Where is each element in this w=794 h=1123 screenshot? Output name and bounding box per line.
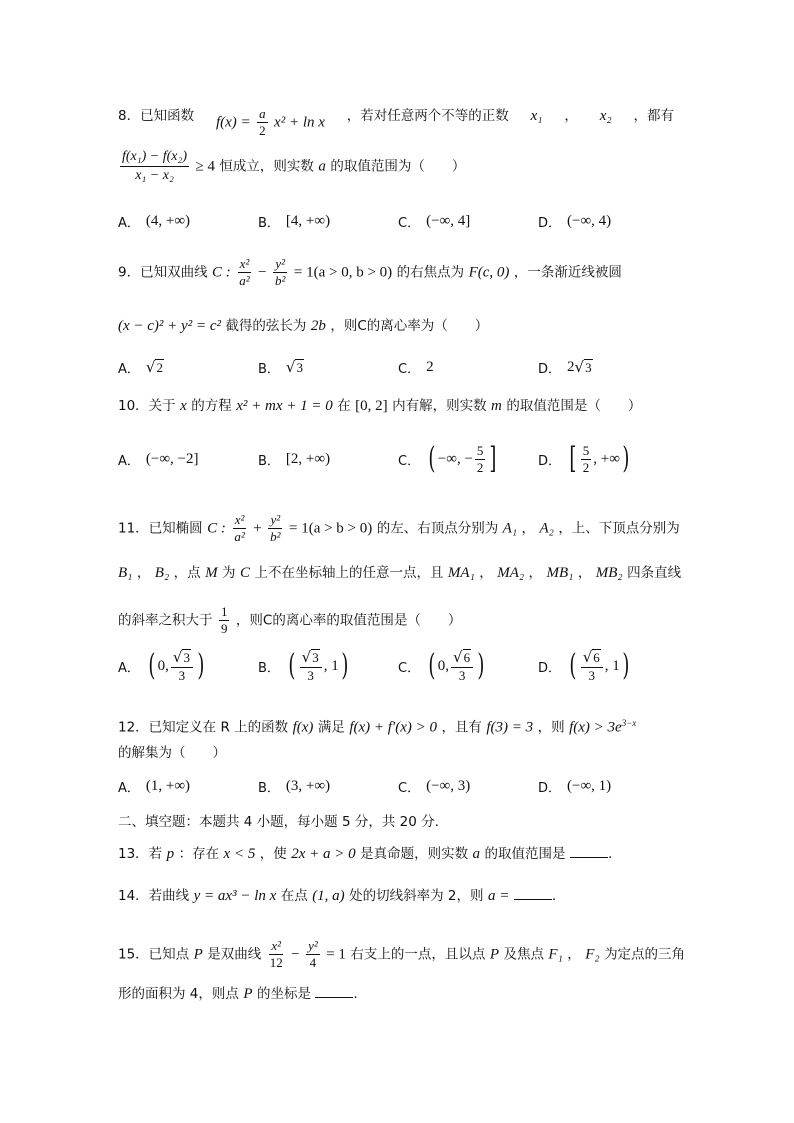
q12-option-b[interactable]: B． (3, +∞): [258, 777, 331, 796]
q11-frac-y: $\frac{\text{y²}}{\text{b²}}$: [270, 512, 281, 544]
q8-option-a[interactable]: A． (4, +∞): [118, 212, 191, 231]
q10-c-frac: $\frac{5}{2}$: [476, 442, 484, 475]
q10-d-frac: $\frac{5}{2}$: [582, 442, 590, 475]
q11-b-frac: √ 3 3: [300, 649, 322, 684]
q9-frac-y: $\frac{\text{y²}}{\text{b²}}$: [275, 256, 286, 288]
q14-answer-blank[interactable]: [514, 885, 552, 900]
right-paren-icon: ): [341, 648, 349, 683]
q15-line2: 形的面积为 4，则点 P 的坐标是 .: [118, 983, 358, 1004]
sqrt-icon: √ 3: [574, 358, 592, 376]
left-paren-icon: (: [148, 648, 156, 683]
q9-line2: (x − c)² + y² = c² 截得的弦长为 2b ，则C的离心率为（ ）: [118, 318, 489, 334]
q11-option-b[interactable]: B． ( √ 3 3 , 1 ): [258, 647, 349, 683]
sqrt-icon: √ 2: [145, 358, 163, 376]
q15-line1: 15．已知点 P 是双曲线 $\frac{\text{x²}}{12}$ − $\frac{\text{y²}}{4}$ = 1 右支上的一点，且以点 P 及焦点 F₁ ， F₂ 为定点的三角: [118, 938, 686, 970]
q12-option-d[interactable]: D． (−∞, 1): [538, 777, 612, 796]
right-paren-icon: ): [622, 648, 630, 683]
q10-option-b[interactable]: B． [2, +∞): [258, 450, 331, 469]
section-2-heading: 二、填空题：本题共 4 小题，每小题 5 分，共 20 分.: [118, 814, 439, 830]
left-bracket-icon: [: [569, 441, 577, 476]
right-paren-icon: ): [622, 441, 630, 476]
q11-d-frac: √ 6 3: [581, 649, 603, 684]
left-paren-icon: (: [428, 441, 436, 476]
q8-line2: $\frac{\text{f(x₁) − f(x₂)}}{\text{x₁ − x₂}}$ ≥ 4 恒成立，则实数 a 的取值范围为（ ）: [122, 149, 466, 183]
q12-option-a[interactable]: A． (1, +∞): [118, 777, 191, 796]
q9-option-d[interactable]: D． 2 √ 3: [538, 358, 592, 377]
q11-options: [118, 648, 674, 684]
sqrt-icon: √ 6: [582, 647, 600, 666]
q9-frac-x: $\frac{\text{x²}}{\text{a²}}$: [239, 256, 250, 288]
q10-option-d[interactable]: D． [ $\frac{5}{2}$ , +∞ ): [538, 441, 630, 476]
q10-option-c[interactable]: C． ( −∞, − $\frac{5}{2}$ ]: [398, 441, 497, 476]
q11-line1: 11．已知椭圆 C : $\frac{\text{x²}}{\text{a²}}$ + $\frac{\text{y²}}{\text{b²}}$ = 1(a > b > 0) 的左、右顶点分别为 A₁ ， A₂ ，上、下顶点分别为: [118, 512, 680, 544]
q8-fraction: $\frac{a}{2}$: [259, 106, 266, 138]
q13-answer-blank[interactable]: [570, 843, 608, 858]
q10-line1: 10．关于 x 的方程 x² + mx + 1 = 0 在 [0, 2] 内有解，则实数 m 的取值范围是（ ）: [118, 398, 642, 414]
right-paren-icon: ): [477, 648, 485, 683]
q11-option-d[interactable]: D． ( √ 6 3 , 1 ): [538, 647, 630, 683]
q11-line3: 的斜率之积大于 $\frac{1}{9}$ ，则C的离心率的取值范围是（ ）: [118, 604, 462, 636]
q9-option-a[interactable]: A． √ 2: [118, 358, 163, 377]
right-paren-icon: ): [197, 648, 205, 683]
q9-option-c[interactable]: C． 2: [398, 358, 434, 377]
right-bracket-icon: ]: [489, 441, 497, 476]
q13-line: 13．若 p ：存在 x < 5 ，使 2x + a > 0 是真命题，则实数 a 的取值范围是 .: [118, 843, 612, 864]
q12-line1: 12．已知定义在 R 上的函数 f(x) 满足 f(x) + f′(x) > 0 ，且有 f(3) = 3 ，则 $f(x) > 3e^{3-x}$: [118, 718, 637, 736]
q11-option-c[interactable]: C． ( 0, √ 6 3 ): [398, 647, 485, 683]
sqrt-icon: √ 3: [301, 647, 319, 666]
q8-function: f(x) = $\frac{a}{2}$ x² + ln x: [215, 106, 325, 138]
q8-lead: 8．已知函数: [118, 108, 195, 124]
sqrt-icon: √ 3: [285, 358, 303, 376]
q9-option-b[interactable]: B． √ 3: [258, 358, 303, 377]
q11-c-frac: √ 6 3: [451, 649, 473, 684]
left-paren-icon: (: [428, 648, 436, 683]
q10-options: [118, 441, 674, 477]
q12-options: [118, 775, 674, 797]
left-paren-icon: (: [288, 648, 296, 683]
q8-line1: 8．已知函数 f(x) = $\frac{a}{2}$ x² + ln x ，若对任意两个不等的正数 x₁ ， x₂ ，都有: [118, 106, 674, 138]
left-paren-icon: (: [569, 648, 577, 683]
q8-option-d[interactable]: D． (−∞, 4): [538, 212, 612, 231]
q8-option-c[interactable]: C． (−∞, 4]: [398, 212, 471, 231]
sqrt-icon: √ 6: [453, 647, 471, 666]
q12-line2: 的解集为（ ）: [118, 745, 226, 761]
q15-frac-x: $\frac{\text{x²}}{12}$: [269, 938, 283, 970]
q14-line: 14．若曲线 y = ax³ − ln x 在点 (1, a) 处的切线斜率为 2，则 a = .: [118, 885, 556, 906]
q15-answer-blank[interactable]: [315, 983, 353, 998]
q11-frac-x: $\frac{\text{x²}}{\text{a²}}$: [234, 512, 245, 544]
q8-options: [118, 210, 674, 232]
sqrt-icon: √ 3: [172, 647, 190, 666]
q15-frac-y: $\frac{\text{y²}}{4}$: [308, 938, 318, 970]
q11-option-a[interactable]: A． ( 0, √ 3 3 ): [118, 647, 205, 683]
q9-options: [118, 356, 674, 378]
q11-ninth: $\frac{1}{9}$: [220, 604, 228, 636]
q11-a-frac: √ 3 3: [171, 649, 193, 684]
q8-option-b[interactable]: B． [4, +∞): [258, 212, 331, 231]
q10-option-a[interactable]: A． (−∞, −2]: [118, 450, 199, 469]
q11-line2: B₁ ， B₂ ，点 M 为 C 上不在坐标轴上的任意一点，且 MA₁ ， MA₂ ， MB₁ ， MB₂ 四条直线: [118, 565, 682, 581]
q8-ineq-fraction: $\frac{\text{f(x₁) − f(x₂)}}{\text{x₁ − x₂}}$: [122, 149, 188, 183]
q9-line1: 9．已知双曲线 C : $\frac{\text{x²}}{\text{a²}}$ − $\frac{\text{y²}}{\text{b²}}$ = 1(a > 0, b > 0) 的右焦点为 F(c, 0) ，一条渐近线被圆: [118, 256, 622, 288]
q12-option-c[interactable]: C． (−∞, 3): [398, 777, 471, 796]
